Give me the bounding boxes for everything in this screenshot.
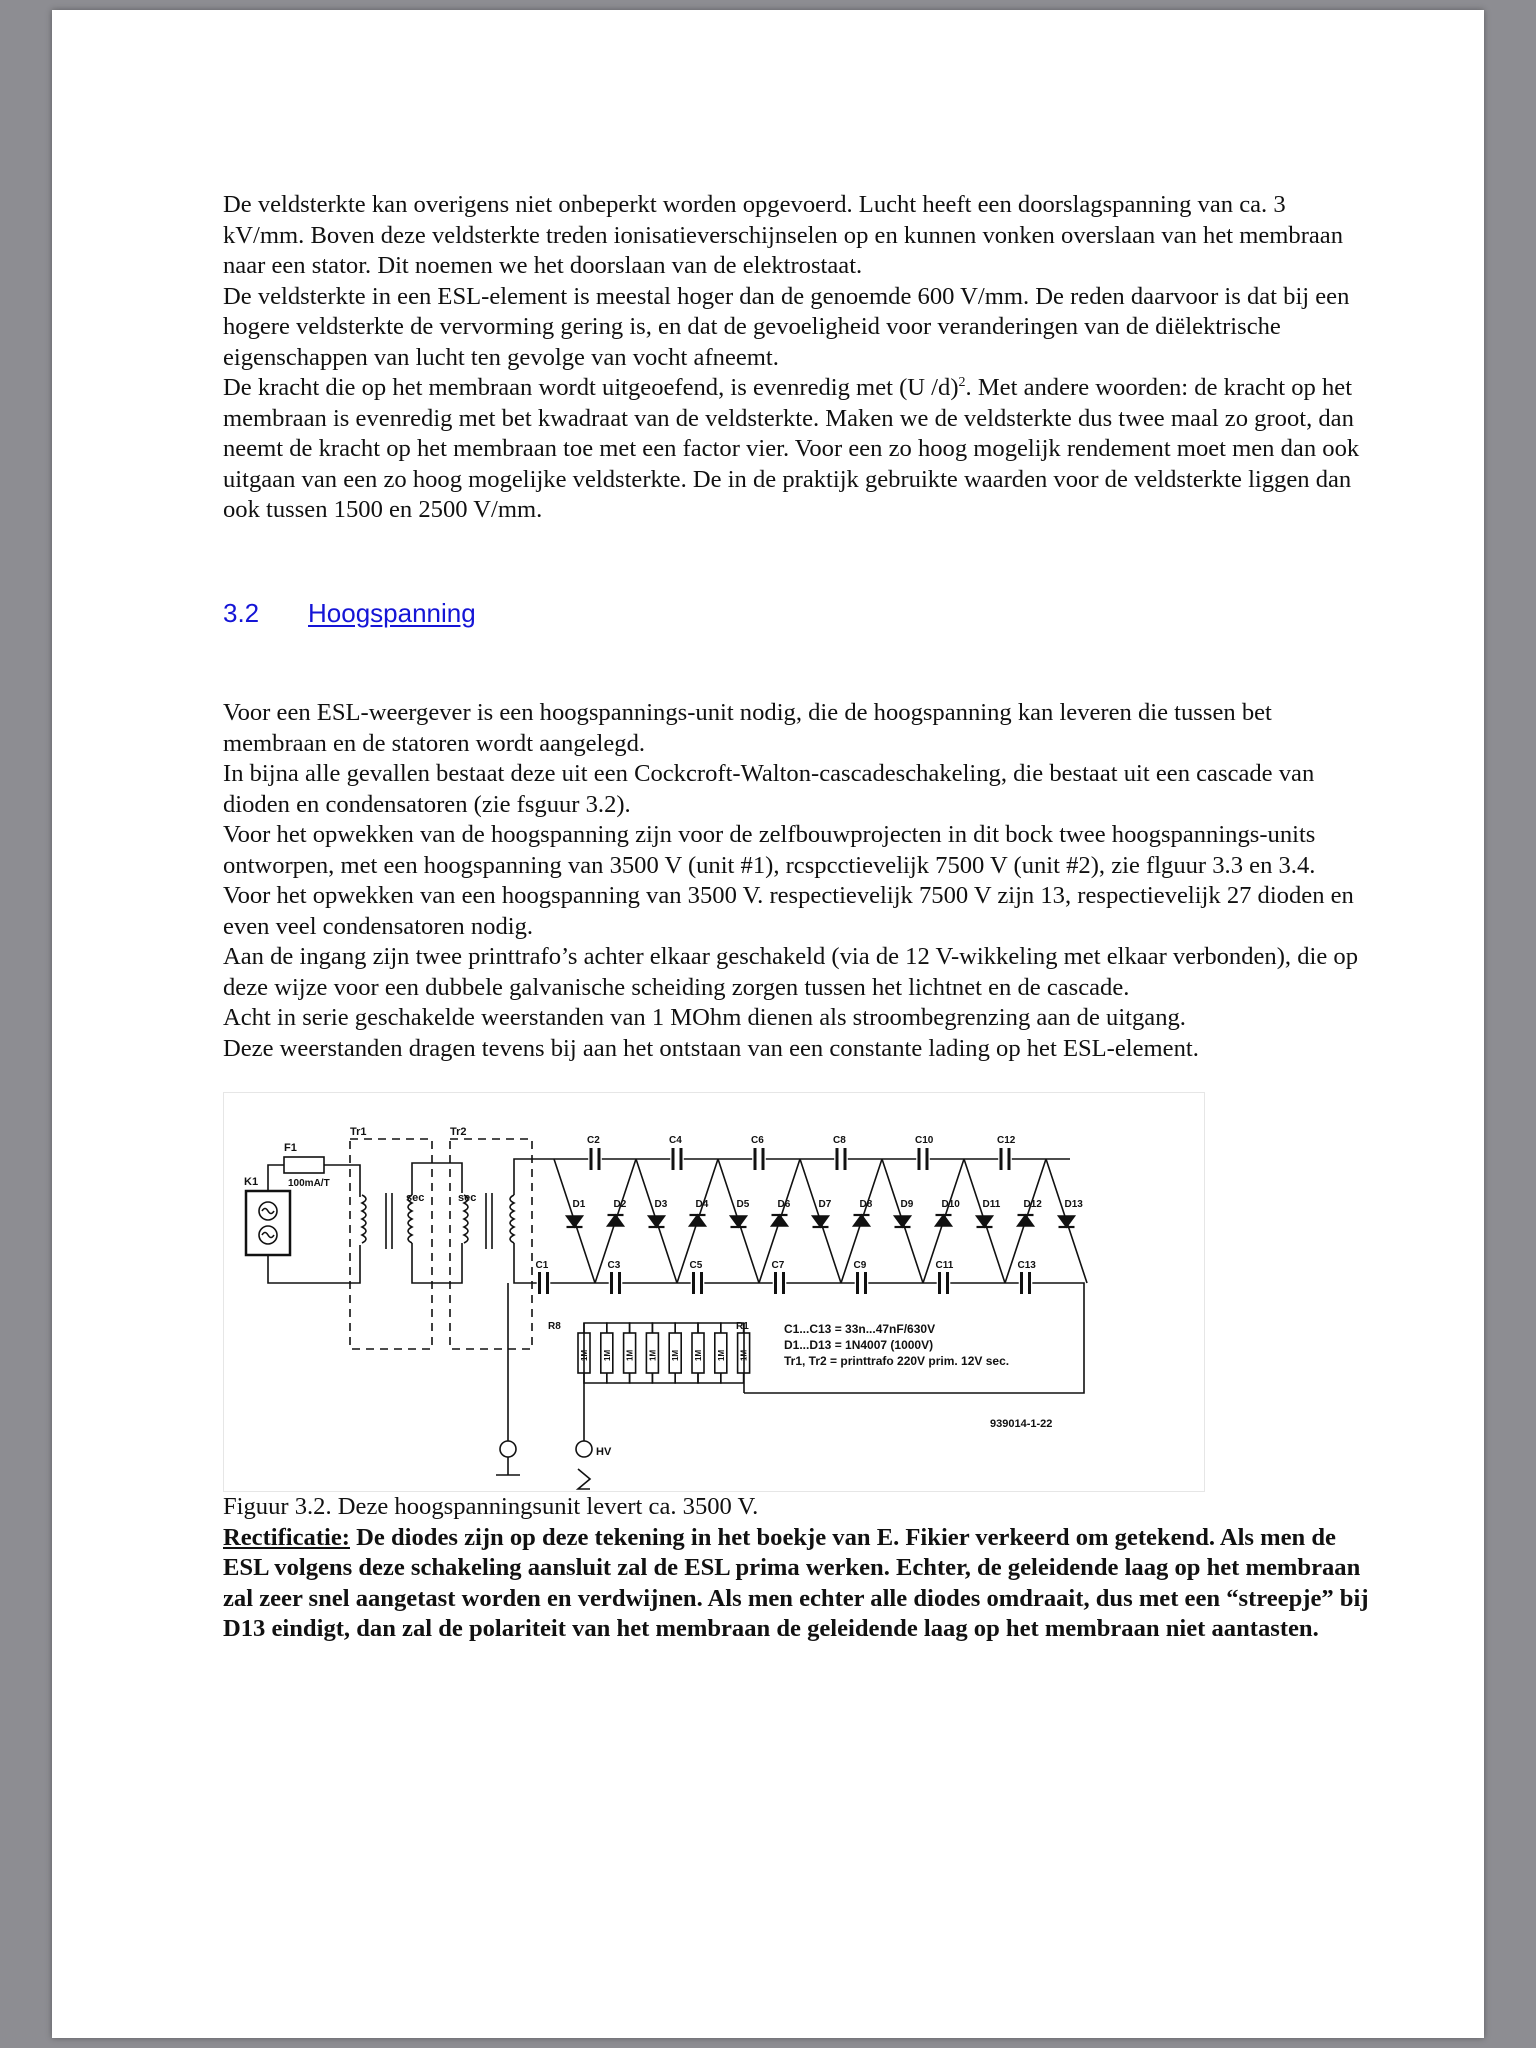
capacitor-c2 [587,1135,601,1170]
capacitor-label: C2 [587,1135,600,1146]
cascade-schematic [224,1093,1204,1491]
resistor-link-bottom [630,1373,653,1383]
paragraph-cockcroft-walton: In bijna alle gevallen bestaat deze uit een Cockcroft-Walton-cascadeschakeling, die bestaat uit een cascade van dioden en condensatoren (zie fsguur 3.2). [223,760,1315,818]
resistor-link-bottom [607,1373,630,1383]
resistor-value: 1M [625,1349,635,1361]
section-heading[interactable] [223,598,1373,629]
capacitor-label: C11 [935,1260,954,1271]
capacitor-label: C1 [535,1260,549,1271]
tr2-label: Tr2 [450,1126,467,1138]
tr1-sec-label: sec [406,1192,425,1204]
diode-symbol [690,1215,706,1226]
rectification-note [223,1523,1373,1645]
diode-label: D6 [777,1199,791,1210]
diode-label: D1 [572,1199,586,1210]
resistor-value: 1M [671,1349,681,1361]
diode-label: D10 [941,1199,960,1210]
resistor-link-top [652,1323,675,1333]
resistor-link-top [630,1323,653,1333]
resistor-value: 1M [602,1349,612,1361]
resistor-chain [578,1323,750,1383]
hv-arrow [578,1469,590,1489]
diode-d13 [1046,1159,1087,1283]
note-diodes: D1...D13 = 1N4007 (1000V) [784,1338,934,1352]
diode-symbol [895,1216,911,1227]
diode-label: D13 [1064,1199,1083,1210]
diode-symbol [1059,1216,1075,1227]
capacitor-label: C3 [607,1260,621,1271]
capacitor-c11 [936,1260,954,1294]
capacitor-label: C12 [997,1135,1016,1146]
force-text-after: . Met andere woorden: de kracht op het membraan is evenredig met bet kwadraat van de veldsterkte. Maken we de veldsterkte dus twee maal zo groot, dan neemt de kracht op het membraan toe met een factor vier. Voor een zo hoog mogelijk rendement moet men dan ook uitgaan van een zo hoog mogelijke veldsterkte. De in de praktijk gebruikte waarden voor de veldsterkte liggen dan ook tussen 1500 en 2500 V/mm. [223,374,1360,523]
figure-code: 939014-1-22 [990,1418,1053,1430]
resistor-link-top [607,1323,630,1333]
diode-d5 [718,1159,759,1283]
diode-symbol [977,1216,993,1227]
diode-d9 [882,1159,923,1283]
tr1-core [386,1193,392,1249]
diode-label: D8 [859,1199,873,1210]
capacitor-label: C4 [669,1135,682,1146]
schematic-figure [223,1092,1205,1492]
force-text-before: De kracht die op het membraan wordt uitgeoefend, is evenredig met (U /d) [223,374,959,401]
resistor-link-top [698,1323,721,1333]
r8-label: R8 [548,1321,561,1332]
resistor-value: 1M [694,1349,703,1361]
paragraph-constant-charge: Deze weerstanden dragen tevens bij aan het ontstaan van een constante lading op het ESL-element. [223,1034,1199,1062]
capacitor-label: C7 [771,1260,785,1271]
document-page [52,10,1484,2038]
section-number: 3.2 [223,597,260,628]
r1-label: R1 [736,1321,749,1332]
capacitor-c6 [751,1135,765,1170]
hv-section [223,698,1373,1064]
link-wires [412,1163,462,1283]
f1-label: F1 [284,1142,297,1154]
paragraph-field-strength: De veldsterkte in een ESL-element is meestal hoger dan de genoemde 600 V/mm. De reden daarvoor is dat bij een hogere veldsterkte de vervorming gering is, en dat de gevoeligheid voor veranderingen van de diëlektrische eigenschappen van lucht ten gevolge van vocht afneemt. [223,282,1350,371]
resistor-value: 1M [716,1349,726,1361]
paragraph-hv-unit: Voor een ESL-weergever is een hoogspannings-unit nodig, die de hoogspanning kan leveren die tussen bet membraan en de statoren wordt aangelegd. [223,699,1272,757]
ground-terminal [500,1441,516,1457]
ground-symbol [496,1457,520,1475]
k1-label: K1 [244,1176,259,1188]
tr2-core [486,1193,492,1249]
rectification-label: Rectificatie: [223,1523,350,1551]
diode-symbol [608,1215,624,1226]
diode-label: D5 [736,1199,750,1210]
diode-symbol [936,1215,952,1226]
capacitor-c4 [669,1135,683,1170]
diode-d3 [636,1159,677,1283]
hv-label: HV [596,1446,612,1458]
tr1-outline [350,1139,432,1349]
resistor-value: 1M [580,1349,589,1361]
capacitor-c1 [536,1260,550,1294]
paragraph-breakdown-voltage: De veldsterkte kan overigens niet onbeperkt worden opgevoerd. Lucht heeft een doorslagspanning van ca. 3 kV/mm. Boven deze veldsterkte treden ionisatieverschijnselen op en kunnen vonken overslaan van het membraan naar een stator. Dit noemen we het doorslaan van de elektrostaat. [223,191,1344,279]
tr2-sec-label: sec [458,1192,477,1204]
note-capacitors: C1...C13 = 33n...47nF/630V [784,1322,936,1336]
capacitor-c9 [854,1260,868,1294]
resistor-link-bottom [698,1373,721,1383]
page-content [223,190,1373,1645]
diode-label: D11 [982,1199,1001,1210]
capacitor-label: C10 [915,1135,934,1146]
resistor-link-bottom [721,1373,744,1383]
diode-symbol [772,1215,788,1226]
resistor-link-top [675,1323,698,1333]
bottom-capacitors [536,1260,1037,1294]
diode-label: D3 [654,1199,668,1210]
capacitor-c5 [690,1260,704,1294]
diode-label: D12 [1023,1199,1042,1210]
force-exponent: 2 [958,374,966,390]
resistor-value: 1M [739,1349,749,1361]
diode-chain [554,1159,1087,1283]
capacitor-c8 [833,1135,847,1170]
tr1-label: Tr1 [350,1126,367,1138]
diode-label: D2 [613,1199,627,1210]
capacitor-label: C8 [833,1135,846,1146]
paragraph-force [223,373,1373,526]
rectification-text: De diodes zijn op deze tekening in het boekje van E. Fikier verkeerd om getekend. Als men de ESL volgens deze schakeling aansluit zal de ESL prima werken. Echter, de geleidende laag op het membraan zal zeer snel aangetast worden en verdwijnen. Als men echter alle diodes omdraait, dus met een “streepje” bij D13 eindigt, dan zal de polariteit van het membraan de geleidende laag op het membraan niet aantasten. [223,1523,1369,1642]
capacitor-label: C13 [1017,1260,1036,1271]
diode-d1 [554,1159,595,1283]
resistor-link-bottom [584,1373,607,1383]
diode-d11 [964,1159,1005,1283]
diode-symbol [649,1216,665,1227]
diode-symbol [1018,1215,1034,1226]
capacitor-label: C5 [689,1260,703,1271]
resistor-link-bottom [652,1373,675,1383]
capacitor-label: C9 [853,1260,867,1271]
paragraph-resistors: Acht in serie geschakelde weerstanden van 1 MOhm dienen als stroombegrenzing aan de uitgang. [223,1004,1186,1031]
diode-label: D7 [818,1199,832,1210]
tr1-primary-coil [362,1195,366,1243]
diode-symbol [731,1216,747,1227]
resistor-link-top [584,1323,607,1333]
capacitor-c12 [997,1135,1016,1170]
k1-connector [246,1191,290,1255]
capacitor-c13 [1018,1260,1037,1294]
capacitor-label: C6 [751,1135,764,1146]
paragraph-diode-count: Voor het opwekken van een hoogspanning van 3500 V. respectievelijk 7500 V zijn 13, respectievelijk 27 dioden en even veel condensatoren nodig. [223,882,1354,940]
fuse-f1 [284,1157,324,1173]
section-title: Hoogspanning [308,597,476,628]
capacitor-c3 [608,1260,622,1294]
fuse-rating: 100mA/T [288,1178,330,1189]
note-transformers: Tr1, Tr2 = printtrafo 220V prim. 12V sec. [784,1354,1010,1368]
hv-terminal [576,1441,592,1457]
output-wires [508,1283,584,1441]
diode-label: D9 [900,1199,914,1210]
resistor-value: 1M [648,1349,658,1361]
diode-d7 [800,1159,841,1283]
diode-label: D4 [695,1199,709,1210]
diode-symbol [567,1216,583,1227]
diode-symbol [813,1216,829,1227]
diode-symbol [854,1215,870,1226]
resistor-link-bottom [675,1373,698,1383]
k1-ac-symbols [262,1209,274,1238]
tr2-secondary-coil [510,1195,514,1243]
paragraph-units: Voor het opwekken van de hoogspanning zijn voor de zelfbouwprojecten in dit bock twee hoogspannings-units ontworpen, met een hoogspanning van 3500 V (unit #1), rcspcctievelijk 7500 V (unit #2), zie flguur 3.3 en 3.4. [223,821,1316,879]
capacitor-c10 [915,1135,934,1170]
capacitor-c7 [772,1260,786,1294]
intro-section [223,190,1373,526]
figure-caption: Figuur 3.2. Deze hoogspanningsunit levert ca. 3500 V. [223,1493,759,1520]
paragraph-transformers: Aan de ingang zijn twee printtrafo’s achter elkaar geschakeld (via de 12 V-wikkeling met elkaar verbonden), die op deze wijze voor een dubbele galvanische scheiding zorgen tussen het lichtnet en de cascade. [223,943,1358,1001]
